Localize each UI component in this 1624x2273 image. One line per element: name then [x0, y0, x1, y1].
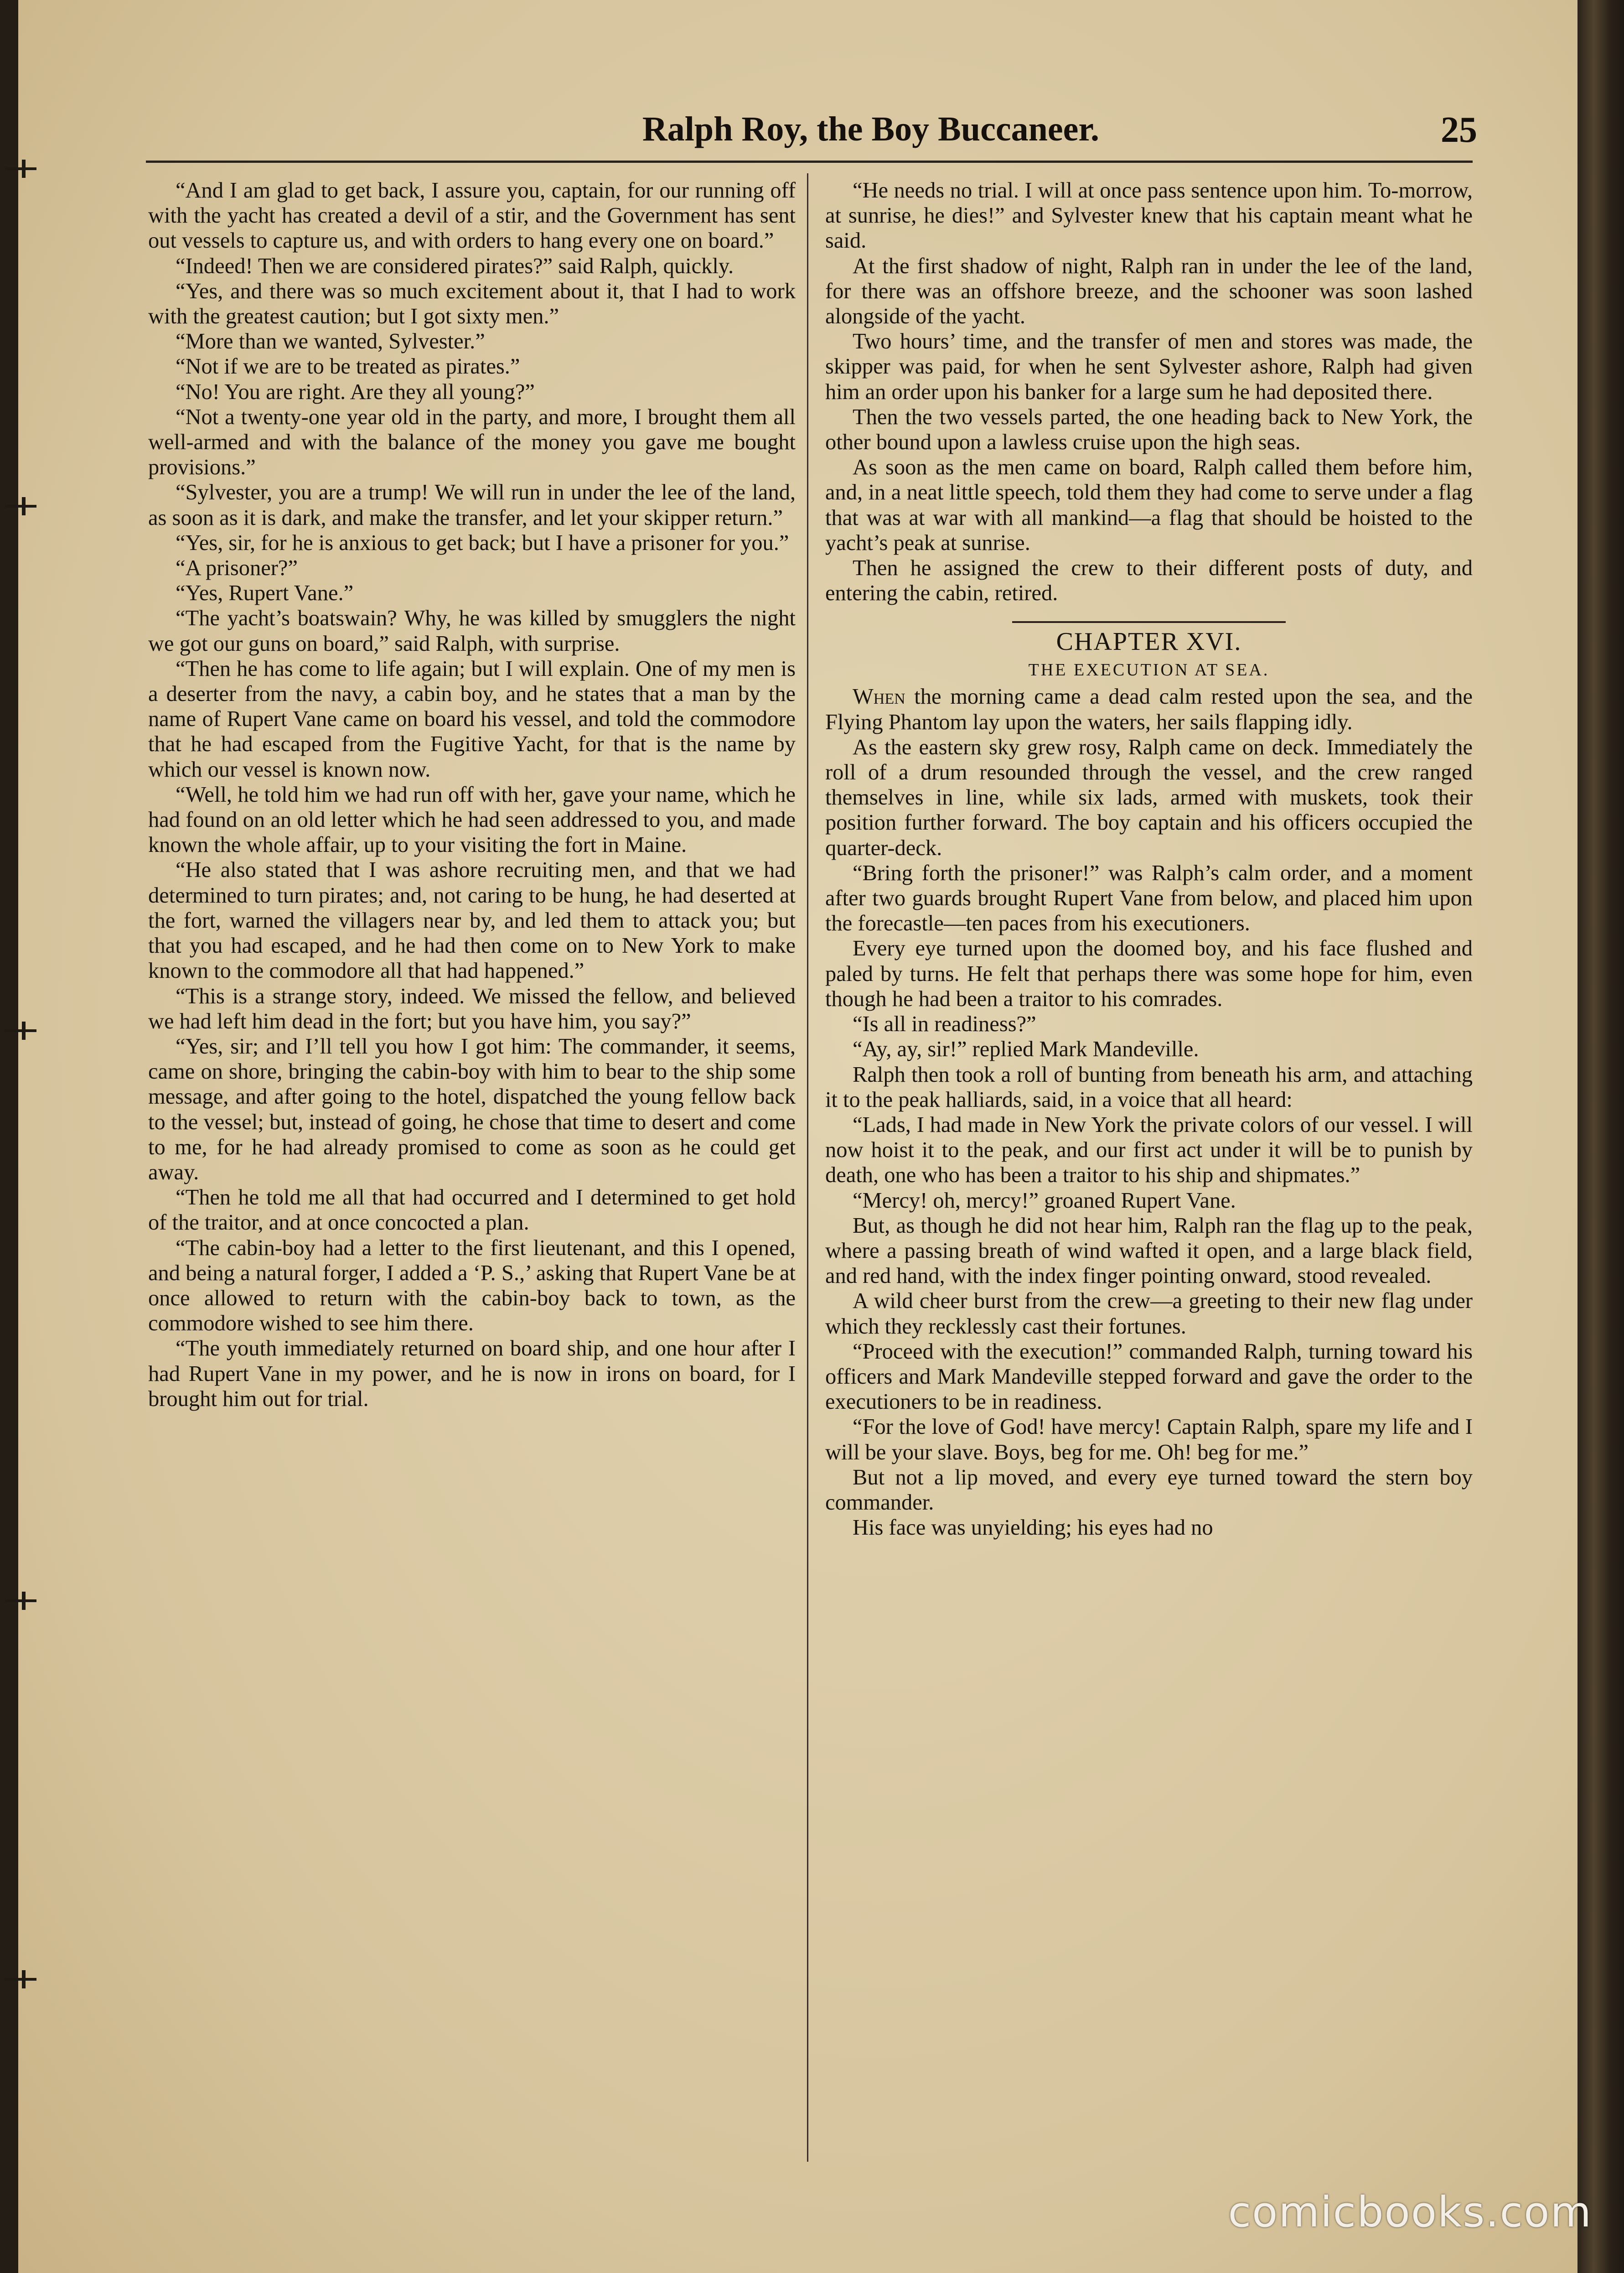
paragraph: “Sylvester, you are a trump! We will run in under the lee of the land, as soon as it is dark, and make the transfer, and let your skipper return.” [148, 480, 796, 530]
paragraph: “A prisoner?” [176, 556, 298, 581]
paragraph: “Yes, sir; and I’ll tell you how I got him: The commander, it seems, came on shore, bringing the cabin-boy with him to bear to the ship some message, and after going to the hotel, dispatched the young fellow back to the vessel; but, instead of going, he chose that time to desert and come to me, for he had already promised to come as soon as he could get away. [148, 1034, 796, 1184]
paragraph: “Then he told me all that had occurred and I determined to get hold of the traitor, and at once concocted a plan. [148, 1185, 796, 1235]
chapter-rule [1012, 621, 1286, 623]
right-column [825, 178, 1473, 1540]
paragraph: “No! You are right. Are they all young?” [176, 379, 535, 404]
paragraph: Ralph then took a roll of bunting from beneath his arm, and attaching it to the peak halliards, said, in a voice that all heard: [825, 1062, 1473, 1112]
paragraph: But not a lip moved, and every eye turned toward the stern boy commander. [825, 1465, 1473, 1515]
paragraph: “Yes, and there was so much excitement about it, that I had to work with the greatest caution; but I got sixty men.” [148, 279, 796, 329]
header-rule [146, 161, 1473, 163]
paragraph: “Ay, ay, sir!” replied Mark Mandeville. [853, 1037, 1199, 1062]
opening-text: the morning came a dead calm rested upon the sea, and the Flying Phantom lay upon the waters, her sails flapping idly. [825, 685, 1473, 734]
paragraph: Then he assigned the crew to their different posts of duty, and entering the cabin, retired. [825, 556, 1473, 606]
page-number: 25 [1441, 110, 1477, 150]
binding-stitch-mark [0, 1022, 41, 1040]
binding-stitch-mark [0, 497, 41, 515]
paragraph: “And I am glad to get back, I assure you, captain, for our running off with the yacht has created a devil of a stir, and the Government has sent out vessels to capture us, and with orders to hang every one on board.” [148, 178, 796, 253]
running-title: Ralph Roy, the Boy Buccaneer. [642, 110, 1100, 148]
paragraph: “For the love of God! have mercy! Captain Ralph, spare my life and I will be your slave. Boys, beg for me. Oh! beg for me.” [825, 1415, 1473, 1464]
paragraph: “More than we wanted, Sylvester.” [176, 329, 485, 354]
binding-stitch-mark [0, 1592, 41, 1610]
paragraph: “Yes, sir, for he is anxious to get back; but I have a prisoner for you.” [176, 530, 789, 555]
paragraph: “The yacht’s boatswain? Why, he was killed by smugglers the night we got our guns on board,” said Ralph, with surprise. [148, 606, 796, 656]
paragraph: “Then he has come to life again; but I will explain. One of my men is a deserter from the navy, a cabin boy, and he states that a man by the name of Rupert Vane came on board his vessel, and told the commodore that he had escaped from the Fugitive Yacht, for that is the name by which our vessel is known now. [148, 656, 796, 782]
paragraph: “This is a strange story, indeed. We missed the fellow, and believed we had left him dead in the fort; but you have him, you say?” [148, 984, 796, 1033]
column-divider [807, 173, 808, 2162]
site-watermark: comicbooks.com [1228, 2188, 1592, 2237]
paragraph: “Mercy! oh, mercy!” groaned Rupert Vane. [853, 1188, 1236, 1213]
paragraph: “Yes, Rupert Vane.” [176, 581, 354, 606]
paragraph: Every eye turned upon the doomed boy, and his face flushed and paled by turns. He felt that perhaps there was some hope for him, even though he had been a traitor to his comrades. [825, 936, 1473, 1011]
page-edge [1577, 0, 1624, 2273]
paragraph: “He also stated that I was ashore recruiting men, and that we had determined to turn pirates; and, not caring to be hung, he had deserted at the fort, warned the villagers near by, and led them to attack you; but that you had escaped, and he had then come on to New York to make known to the commodore all that had happened.” [148, 858, 796, 983]
paragraph: “Indeed! Then we are considered pirates?” said Ralph, quickly. [176, 254, 734, 278]
paragraph: Then the two vessels parted, the one heading back to New York, the other bound upon a lawless cruise upon the high seas. [825, 405, 1473, 455]
chapter-opening-paragraph [825, 684, 1473, 734]
paragraph: A wild cheer burst from the crew—a greeting to their new flag under which they recklessly cast their fortunes. [825, 1289, 1473, 1339]
binding-stitch-mark [0, 160, 41, 178]
paragraph: His face was unyielding; his eyes had no [853, 1515, 1213, 1540]
paragraph: At the first shadow of night, Ralph ran in under the lee of the land, for there was an offshore breeze, and the schooner was soon lashed alongside of the yacht. [825, 254, 1473, 329]
paragraph: “Well, he told him we had run off with her, gave your name, which he had found on an old letter which he had seen addressed to you, and made known the whole affair, up to your visiting the fort in Maine. [148, 782, 796, 857]
paragraph: As soon as the men came on board, Ralph called them before him, and, in a neat little speech, told them they had come to serve under a flag that was at war with all mankind—a flag that should be hoisted to the yacht’s peak at sunrise. [825, 455, 1473, 555]
paragraph: “He needs no trial. I will at once pass sentence upon him. To-morrow, at sunrise, he dies!” and Sylvester knew that his captain meant what he said. [825, 178, 1473, 253]
paragraph: “Not a twenty-one year old in the party, and more, I brought them all well-armed and with the balance of the money you gave me bought provisions.” [148, 405, 796, 480]
chapter-heading: CHAPTER XVI. [1056, 628, 1242, 656]
paragraph: As the eastern sky grew rosy, Ralph came on deck. Immediately the roll of a drum resounded through the vessel, and the crew ranged themselves in line, while six lads, armed with muskets, took their position further forward. The boy captain and his officers occupied the quarter-deck. [825, 735, 1473, 860]
paragraph: “Lads, I had made in New York the private colors of our vessel. I will now hoist it to the peak, and our first act under it will be to punish by death, one who has been a traitor to his ship and shipmates.” [825, 1112, 1473, 1188]
paragraph: “The youth immediately returned on board ship, and one hour after I had Rupert Vane in my power, and he is now in irons on board, for I brought him out for trial. [148, 1336, 796, 1411]
binding-stitch-mark [0, 1970, 41, 1988]
paragraph: Two hours’ time, and the transfer of men and stores was made, the skipper was paid, for when he sent Sylvester ashore, Ralph had given him an order upon his banker for a large sum he had deposited there. [825, 329, 1473, 404]
drop-word: When [853, 685, 905, 709]
paragraph: “The cabin-boy had a letter to the first lieutenant, and this I opened, and being a natural forger, I added a ‘P. S.,’ asking that Rupert Vane be at once allowed to return with the cabin-boy back to town, as the commodore wished to see him there. [148, 1235, 796, 1336]
paragraph: “Not if we are to be treated as pirates.” [176, 354, 520, 379]
paragraph: But, as though he did not hear him, Ralph ran the flag up to the peak, where a passing breath of wind wafted it open, and a large black field, and red hand, with the index finger pointing onward, stood revealed. [825, 1213, 1473, 1288]
running-header [141, 109, 1477, 160]
paragraph: “Is all in readiness?” [853, 1012, 1036, 1037]
paragraph: “Proceed with the execution!” commanded Ralph, turning toward his officers and Mark Mandeville stepped forward and gave the order to the executioners to be in readiness. [825, 1339, 1473, 1414]
paragraph: “Bring forth the prisoner!” was Ralph’s calm order, and a moment after two guards brought Rupert Vane from below, and placed him upon the forecastle—ten paces from his executioners. [825, 861, 1473, 936]
chapter-subtitle: THE EXECUTION AT SEA. [1028, 660, 1270, 680]
left-column [148, 178, 796, 1412]
